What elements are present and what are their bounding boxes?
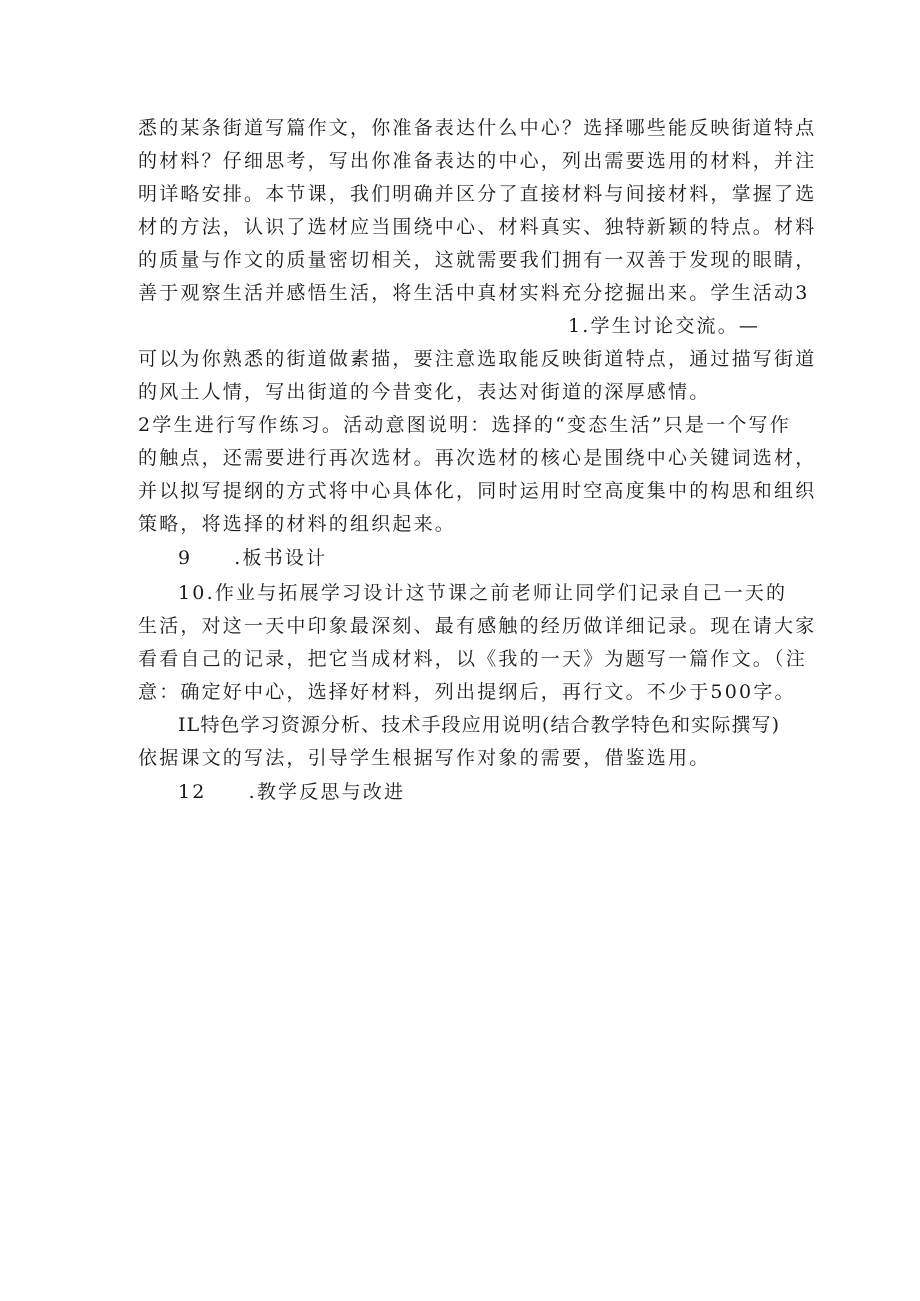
paragraph-line: 的触点，还需要进行再次选材。再次选材的核心是围绕中心关键词选材， xyxy=(138,447,817,469)
paragraph-line: 材的方法，认识了选材应当围绕中心、材料真实、独特新颖的特点。材料 xyxy=(138,216,817,238)
activity-item: 1.学生讨论交流。— xyxy=(568,315,761,337)
paragraph-line: 善于观察生活并感悟生活，将生活中真材实料充分挖掘出来。学生活动3 xyxy=(138,282,810,304)
paragraph-line: 的质量与作文的质量密切相关，这就需要我们拥有一双善于发现的眼睛， xyxy=(138,249,817,271)
paragraph-line: IL特色学习资源分析、技术手段应用说明(结合教学特色和实际撰写) xyxy=(178,714,781,736)
paragraph-line: 2学生进行写作练习。活动意图说明：选择的“变态生活”只是一个写作 xyxy=(138,414,791,436)
paragraph-line: 看看自己的记录，把它当成材料，以《我的一天》为题写一篇作文。（注 xyxy=(138,648,807,670)
paragraph-line: 的材料？仔细思考，写出你准备表达的中心，列出需要选用的材料，并注 xyxy=(138,150,817,172)
section-heading-9 xyxy=(178,544,826,572)
paragraph-line: 明详略安排。本节课，我们明确并区分了直接材料与间接材料，掌握了选 xyxy=(138,183,817,205)
section-heading-12 xyxy=(178,778,826,806)
paragraph-line: 依据课文的写法，引导学生根据写作对象的需要，借鉴选用。 xyxy=(138,747,711,769)
paragraph-line: 可以为你熟悉的街道做素描，要注意选取能反映街道特点，通过描写街道 xyxy=(138,348,817,370)
paragraph-line: 意：确定好中心，选择好材料，列出提纲后，再行文。不少于500字。 xyxy=(138,681,796,703)
paragraph-line: 10.作业与拓展学习设计这节课之前老师让同学们记录自己一天的 xyxy=(178,582,788,604)
paragraph-line: 策略，将选择的材料的组织起来。 xyxy=(138,513,457,535)
section-title: .板书设计 xyxy=(234,547,328,569)
paragraph-line: 的风土人情，写出街道的今昔变化，表达对街道的深厚感情。 xyxy=(138,381,711,403)
section-number: 9 xyxy=(178,547,193,569)
paragraph-line: 悉的某条街道写篇作文，你准备表达什么中心？选择哪些能反映街道特点 xyxy=(138,117,817,139)
section-title: .教学反思与改进 xyxy=(248,781,406,803)
section-number: 12 xyxy=(178,781,207,803)
paragraph-line: 生活，对这一天中印象最深刻、最有感触的经历做详细记录。现在请大家 xyxy=(138,615,817,637)
paragraph-line: 并以拟写提纲的方式将中心具体化，同时运用时空高度集中的构思和组织 xyxy=(138,480,817,502)
